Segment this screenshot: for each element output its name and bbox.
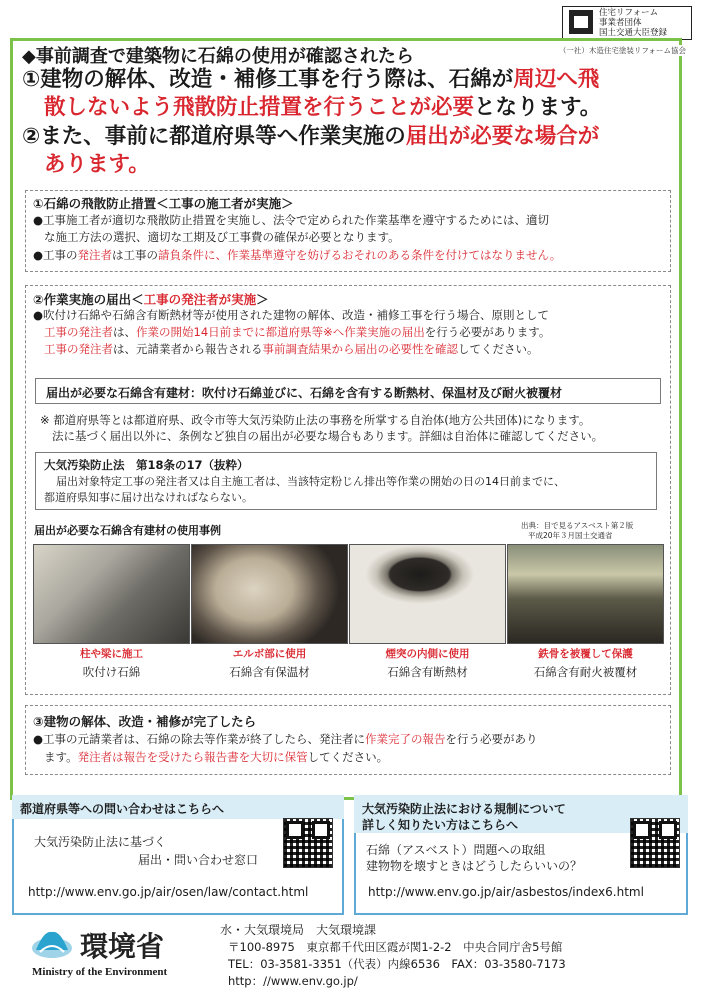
footer-tel: TEL：03-3581-3351（代表）内線6536 FAX：03-3580-7173 bbox=[228, 957, 566, 971]
law-line1: 届出対象特定工事の発注者又は自主施工者は、当該特定粉じん排出等作業の開始の日の14日前までに、 bbox=[56, 475, 565, 488]
contact-regulation-title-line2: 詳しく知りたい方はこちらへ bbox=[362, 818, 519, 832]
ministry-name-jp: 環境省 bbox=[80, 930, 165, 963]
contact-regulation-url[interactable]: http://www.env.go.jp/air/asbestos/index6.html bbox=[368, 885, 644, 899]
photo1-label: 吹付け石綿 bbox=[82, 665, 141, 679]
photo-chimney-lining bbox=[349, 544, 506, 644]
section1-bullet2: ●工事の発注者は工事の請負条件に、作業基準遵守を妨げるおそれのある条件を付けてはなりません。 bbox=[33, 248, 562, 262]
section2-line2: 工事の発注者は、作業の開始14日前までに都道府県等※へ作業実施の届出を行う必要があります。 bbox=[44, 325, 551, 339]
contact-regulation-title-line1: 大気汚染防止法における規制について bbox=[362, 802, 566, 816]
photo-fireproof-steel bbox=[507, 544, 664, 644]
registration-badge bbox=[562, 6, 692, 40]
section2-line1: ●吹付け石綿や石綿含有断熱材等が使用された建物の解体、改造・補修工事を行う場合、原則として bbox=[33, 308, 550, 322]
photo2-caption: エルボ部に使用 bbox=[232, 648, 307, 660]
section1-title: ①石綿の飛散防止措置＜工事の施工者が実施＞ bbox=[33, 196, 294, 211]
photo2-label: 石綿含有保温材 bbox=[229, 665, 310, 679]
contact-local-line1: 大気汚染防止法に基づく bbox=[34, 835, 167, 849]
contact-local-line2: 届出・問い合わせ窓口 bbox=[138, 853, 259, 867]
photo4-label: 石綿含有耐火被覆材 bbox=[533, 665, 638, 679]
headline-intro: ◆事前調査で建築物に石綿の使用が確認されたら bbox=[22, 46, 414, 67]
required-materials-box: 届出が必要な石綿含有建材：吹付け石綿並びに、石綿を含有する断熱材、保温材及び耐火被覆材 bbox=[35, 378, 661, 404]
section2-title: ②作業実施の届出＜工事の発注者が実施＞ bbox=[33, 292, 269, 307]
contact-regulation-line1: 石綿（アスベスト）問題への取組 bbox=[366, 843, 546, 857]
badge-line1: 住宅リフォーム bbox=[599, 8, 659, 18]
house-logo-icon bbox=[569, 10, 593, 34]
note-line1: ※ 都道府県等とは都道府県、政令市等大気汚染防止法の事務を所掌する自治体(地方公共団体)になります。 bbox=[40, 413, 591, 427]
photo-sprayed-asbestos bbox=[33, 544, 190, 644]
badge-line2: 事業者団体 bbox=[599, 18, 642, 28]
section2-line3: 工事の発注者は、元請業者から報告される事前調査結果から届出の必要性を確認してください。 bbox=[44, 342, 539, 356]
section3-title: ③建物の解体、改造・補修が完了したら bbox=[33, 714, 257, 729]
source-line1: 出典：目で見るアスベスト第２版 bbox=[521, 521, 634, 530]
section1-bullet1-line1: ●工事施工者が適切な飛散防止措置を実施し、法令で定められた作業基準を遵守するためには、適切 bbox=[33, 213, 550, 227]
source-line2: 平成20年３月国土交通省 bbox=[528, 531, 613, 540]
photo4-caption: 鉄骨を被覆して保護 bbox=[538, 648, 633, 660]
ministry-name-en: Ministry of the Environment bbox=[32, 966, 168, 978]
section1-bullet1-line2: な施工方法の選択、適切な工期及び工事費の確保が必要となります。 bbox=[44, 230, 400, 244]
photo3-caption: 煙突の内側に使用 bbox=[385, 648, 470, 660]
contact-local-url[interactable]: http://www.env.go.jp/air/osen/law/contact.html bbox=[28, 885, 309, 899]
footer-address: 〒100-8975 東京都千代田区霞が関1-2-2 中央合同庁舎5号館 bbox=[228, 940, 563, 954]
law-title: 大気汚染防止法 第18条の17（抜粋） bbox=[44, 458, 249, 472]
contact-regulation-line2: 建物物を壊すときはどうしたらいいの？ bbox=[366, 859, 583, 873]
qr-code-asbestos[interactable] bbox=[630, 818, 680, 868]
qr-code-contact[interactable] bbox=[283, 818, 333, 868]
contact-local-title: 都道府県等への問い合わせはこちらへ bbox=[20, 802, 225, 816]
note-line2: 法に基づく届出以外に、条例など独自の届出が必要な場合もあります。詳細は自治体に確認してください。 bbox=[52, 429, 604, 443]
headline-point2-line1: ②また、事前に都道府県等へ作業実施の届出が必要な場合が bbox=[22, 124, 600, 149]
footer-web[interactable]: http：//www.env.go.jp/ bbox=[228, 974, 358, 988]
law-line2: 都道府県知事に届け出なければならない。 bbox=[44, 491, 253, 504]
association-name: （一社）木造住宅塗装リフォーム協会 bbox=[556, 45, 689, 56]
section3-line1: ●工事の元請業者は、石綿の除去等作業が終了したら、発注者に作業完了の報告を行う必要があり bbox=[33, 732, 538, 746]
ministry-logo-icon bbox=[30, 926, 74, 960]
headline-point1-line2: 散しないよう飛散防止措置を行うことが必要となります。 bbox=[44, 95, 602, 120]
headline-point1-line1: ①建物の解体、改造・補修工事を行う際は、石綿が周辺へ飛 bbox=[22, 67, 600, 92]
footer-dept: 水・大気環境局 大気環境課 bbox=[220, 923, 377, 937]
examples-title: 届出が必要な石綿含有建材の使用事例 bbox=[34, 524, 221, 537]
photo-insulation-elbow bbox=[191, 544, 348, 644]
section3-line2: ます。発注者は報告を受けたら報告書を大切に保管してください。 bbox=[44, 750, 389, 764]
photo1-caption: 柱や梁に施工 bbox=[80, 648, 143, 660]
badge-line3: 国土交通大臣登録 bbox=[599, 28, 668, 38]
headline-point2-line2: あります。 bbox=[44, 152, 150, 177]
photo3-label: 石綿含有断熱材 bbox=[387, 665, 468, 679]
